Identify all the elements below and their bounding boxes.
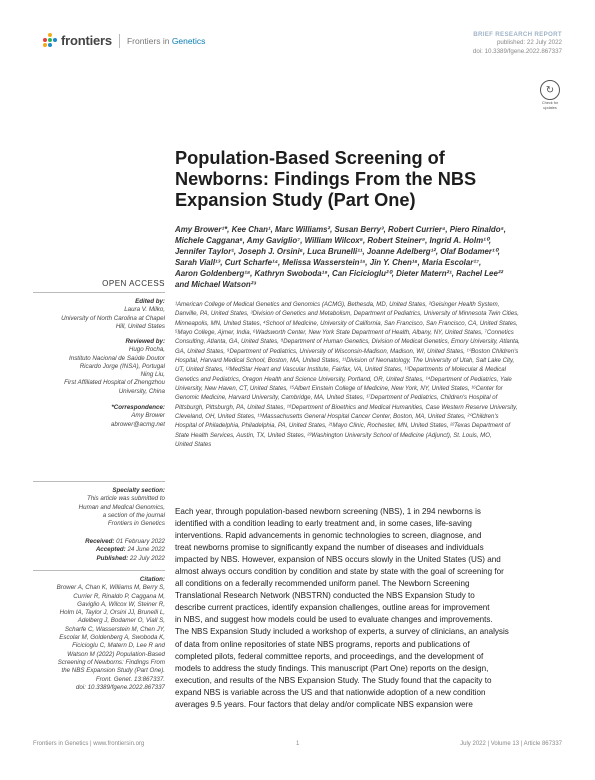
sidebar-line: Amy Brower: [131, 412, 165, 420]
affiliations: [175, 301, 553, 451]
check-updates-label: Check for updates: [541, 101, 559, 110]
published-date: published: 22 July 2022: [496, 39, 562, 47]
affiliation-line: State Health Services, Austin, TX, United States, ²³Washington University School of Medicine (Adjunct), St. Louis, MO,: [175, 432, 492, 439]
affiliation-line: UT, United States, ¹²MedStar Heart and Vascular Institute, Fairfax, VA, United States, ¹³Departments of Molecular & Medical: [175, 367, 506, 374]
affiliation-line: ⁵Mayo College, Ajmer, India, ⁶Wadsworth Center, New York State Department of Health, Albany, NY, United States, ⁷Connetics: [175, 330, 514, 337]
abstract-line: completed pilots, federal committee reports, and proceedings, and the development of: [175, 651, 484, 661]
citation-section: [33, 576, 165, 692]
affiliation-line: Consulting, Atlanta, GA, United States, ⁸Department of Human Genetics, Division of Medical Genetics, Emory University, Atlanta,: [175, 339, 520, 346]
published-sidebar-date: Published: 22 July 2022: [96, 554, 165, 562]
author-line: Amy Brower¹*, Kee Chan¹, Marc Williams², Susan Berry³, Robert Currier⁴, Piero Rinaldo⁵,: [175, 225, 506, 234]
affiliation-line: Cleveland, OH, United States, ¹⁹Massachusetts General Hospital Cancer Center, Boston, MA, United States, ²⁰Children's: [175, 414, 499, 421]
affiliation-line: Hospital, Harvard Medical School, Boston, MA, United States, ¹¹Division of Neonatology, The University of Utah, Salt Lake City,: [175, 358, 515, 365]
logo-text: frontiers: [61, 33, 112, 48]
abstract-line: describe current practices, identify expansion challenges, outline areas for improvement: [175, 603, 490, 613]
specialty-label: Specialty section:: [112, 487, 165, 494]
author-line: Aaron Goldenberg¹⁸, Kathryn Swoboda¹⁹, Can Ficicioglu²⁰, Dieter Matern²¹, Rachel Lee²²: [175, 268, 504, 278]
reviewed-by-section: [33, 338, 165, 396]
sidebar-divider: [33, 292, 165, 293]
check-updates-icon: ↻: [540, 80, 560, 100]
sidebar-line: Escolar M, Goldenberg A, Swoboda K,: [59, 634, 165, 642]
sidebar-divider: [33, 570, 165, 571]
author-line: Sarah Viall¹³, Curt Scharfe¹⁴, Melissa Wasserstein¹⁵, Jin Y. Chen¹⁶, Maria Escolar¹⁷,: [175, 257, 482, 267]
sidebar-line: University of North Carolina at Chapel: [61, 314, 165, 322]
abstract-line: all conditions on a federally recommended uniform panel. The Newborn Screening: [175, 579, 470, 589]
affiliation-line: Danville, PA, United States, ³Division of Genetics and Metabolism, Department of Pediatrics, University of Minnesota Twin Cities,: [175, 311, 519, 318]
sidebar-line: Hill, United States: [115, 322, 165, 330]
sidebar-line: Watson M (2022) Population-Based: [67, 650, 165, 658]
affiliation-line: ¹American College of Medical Genetics and Genomics (ACMG), Bethesda, MD, United States, ²Geisinger Health System,: [175, 302, 500, 308]
article-type: BRIEF RESEARCH REPORT: [473, 31, 562, 38]
sidebar-line: Adelberg J, Bodamer O, Viall S,: [77, 617, 165, 625]
reviewed-by-label: Reviewed by:: [125, 338, 165, 345]
article-title: Population-Based Screening of Newborns: Findings From the NBS Expansion Study (Part One): [175, 148, 477, 210]
citation-label: Citation:: [139, 576, 165, 583]
abstract-line: almost always occurs condition by condition and state by state with the goal of screening for: [175, 567, 504, 577]
affiliation-line: Genetics and Pediatrics, Oregon Health and Science University, Portland, OR, United States, ¹⁴Department of Pediatrics, Yale: [175, 376, 512, 383]
abstract-line: impacted by NBS. However, expansion of NBS occurs slowly in the United States (US) and: [175, 555, 501, 565]
sidebar-line: First Affiliated Hospital of Zhengzhou: [64, 379, 165, 387]
sidebar-line: Holm IA, Taylor J, Orsini JJ, Brunelli L,: [59, 609, 165, 617]
abstract-line: averages 9.5 years. Four factors that delay and/or complicate NBS expansion were: [175, 699, 473, 709]
correspondence-section: [33, 404, 165, 429]
affiliation-line: Hospital of Philadelphia, Philadelphia, PA, United States, ²¹Mayo Clinic, Rochester, MN, United States, ²²Texas Department of: [175, 423, 511, 430]
sidebar-line: the NBS Expansion Study (Part One).: [61, 667, 165, 675]
author-line: Jennifer Taylor¹, Joseph J. Orsini⁶, Luca Brunelli¹¹, Joanne Adelberg¹², Olaf Bodamer¹⁰,: [175, 246, 500, 256]
abstract-line: of data from online repositories of state NBS programs, reports and publications of: [175, 639, 470, 649]
sidebar-line: a section of the journal: [102, 511, 165, 519]
affiliation-line: Genomic Medicine, Harvard University, Cambridge, MA, United States, ¹⁷Department of Pediatrics, Children's Hospital of: [175, 395, 498, 402]
edited-by-section: [33, 298, 165, 331]
dates-section: [33, 538, 165, 563]
abstract-line: execution, and results of the NBS Expansion Study. The Study found that the capacity to: [175, 675, 492, 685]
abstract-line: models to address the study findings. This manuscript (Part One) reports on the design,: [175, 663, 489, 673]
sidebar-line: Brower A, Chan K, Williams M, Berry S,: [56, 584, 165, 592]
citation-doi-link[interactable]: doi: 10.3389/fgene.2022.867337: [75, 683, 165, 691]
abstract-line: treat newborns promise to significantly expand the number of diseases and individuals: [175, 543, 484, 553]
abstract-line: in NBS, and suggest how models could be used to evaluate changes and improvements.: [175, 615, 493, 625]
frontiers-logo-icon: [43, 33, 58, 48]
sidebar-line: Instituto Nacional de Saúde Doutor: [69, 354, 165, 362]
footer-journal-link[interactable]: Frontiers in Genetics | www.frontiersin.org: [33, 741, 145, 747]
page-number: 1: [296, 741, 300, 747]
abstract: [175, 506, 552, 711]
frontiers-logo[interactable]: [43, 33, 205, 48]
author-line: and Michael Watson²³: [175, 279, 256, 289]
sidebar-line: Scharfe C, Wasserstein M, Chen JY,: [64, 625, 165, 633]
sidebar-line: Ning Liu,: [140, 371, 165, 379]
sidebar-line: Currier R, Rinaldo P, Caggana M,: [73, 592, 165, 600]
sidebar-divider: [33, 481, 165, 482]
affiliation-line: GA, United States, ⁹Department of Pediatrics, University of Wisconsin-Madison, Madison, WI, United States, ¹⁰Boston Children's: [175, 348, 519, 355]
abstract-line: Translational Research Network (NBSTRN) conducted the NBS Expansion Study to: [175, 591, 475, 601]
sidebar-line: Front. Genet. 13:867337.: [95, 675, 165, 683]
specialty-section: [33, 487, 165, 528]
sidebar-line: Gaviglio A, Wilcox W, Steiner R,: [77, 600, 165, 608]
abstract-line: identified with a condition leading to early treatment and, in some cases, life-saving: [175, 519, 472, 529]
sidebar-line: Ficicioglu C, Matern D, Lee R and: [72, 642, 165, 650]
correspondence-label: *Correspondence:: [111, 404, 165, 411]
sidebar-line: Hugo Rocha,: [128, 346, 165, 354]
sidebar-line: University, China: [118, 387, 165, 395]
sidebar-line: This article was submitted to: [86, 495, 165, 503]
affiliation-line: University, New Haven, CT, United States, ¹⁵Albert Einstein College of Medicine, New York, NY, United States, ¹⁶Center for: [175, 386, 503, 393]
affiliation-line: Minneapolis, MN, United States, ⁴School of Medicine, University of California, San Francisco, San Francisco, CA, United States,: [175, 320, 518, 327]
article-meta: [473, 31, 562, 56]
sidebar-line: Ricardo Jorge (INSA), Portugal: [79, 362, 165, 370]
sidebar-line: Frontiers in Genetics: [107, 520, 165, 528]
received-date: Received: 01 February 2022: [85, 538, 165, 545]
sidebar-line: Screening of Newborns: Findings From: [57, 658, 165, 666]
accepted-date: Accepted: 24 June 2022: [95, 546, 165, 554]
correspondence-email-link[interactable]: abrower@acmg.net: [110, 420, 165, 428]
sidebar-line: Human and Medical Genomics,: [78, 503, 165, 511]
check-for-updates-button[interactable]: [538, 80, 562, 110]
abstract-line: interventions. Rapid advancements in genomic technologies to screen, diagnose, and: [175, 531, 482, 541]
logo-divider: [119, 34, 120, 48]
sidebar-line: Laura V. Milko,: [124, 306, 165, 314]
affiliation-line: United States: [175, 442, 212, 449]
author-list: [175, 225, 550, 290]
abstract-line: Each year, through population-based newborn screening (NBS), 1 in 294 newborns is: [175, 507, 481, 516]
open-access-label: OPEN ACCESS: [102, 279, 165, 288]
author-line: Michele Caggana⁶, Amy Gaviglio⁷, William Wilcox⁸, Robert Steiner⁹, Ingrid A. Holm¹⁰,: [175, 235, 492, 245]
journal-name: Frontiers in Genetics: [126, 35, 206, 46]
abstract-line: The NBS Expansion Study included a workshop of experts, a survey of clinicians, an analysis: [175, 627, 509, 637]
abstract-line: expand NBS is variable across the US and that nationwide adoption of a new condition: [175, 687, 486, 697]
edited-by-label: Edited by:: [135, 298, 165, 305]
affiliation-line: Pittsburgh, Pittsburgh, PA, United States, ¹⁸Department of Bioethics and Medical Humanities, Case Western Reserve University,: [175, 404, 518, 411]
article-doi[interactable]: doi: 10.3389/fgene.2022.867337: [472, 47, 562, 55]
footer-volume: July 2022 | Volume 13 | Article 867337: [460, 741, 562, 747]
